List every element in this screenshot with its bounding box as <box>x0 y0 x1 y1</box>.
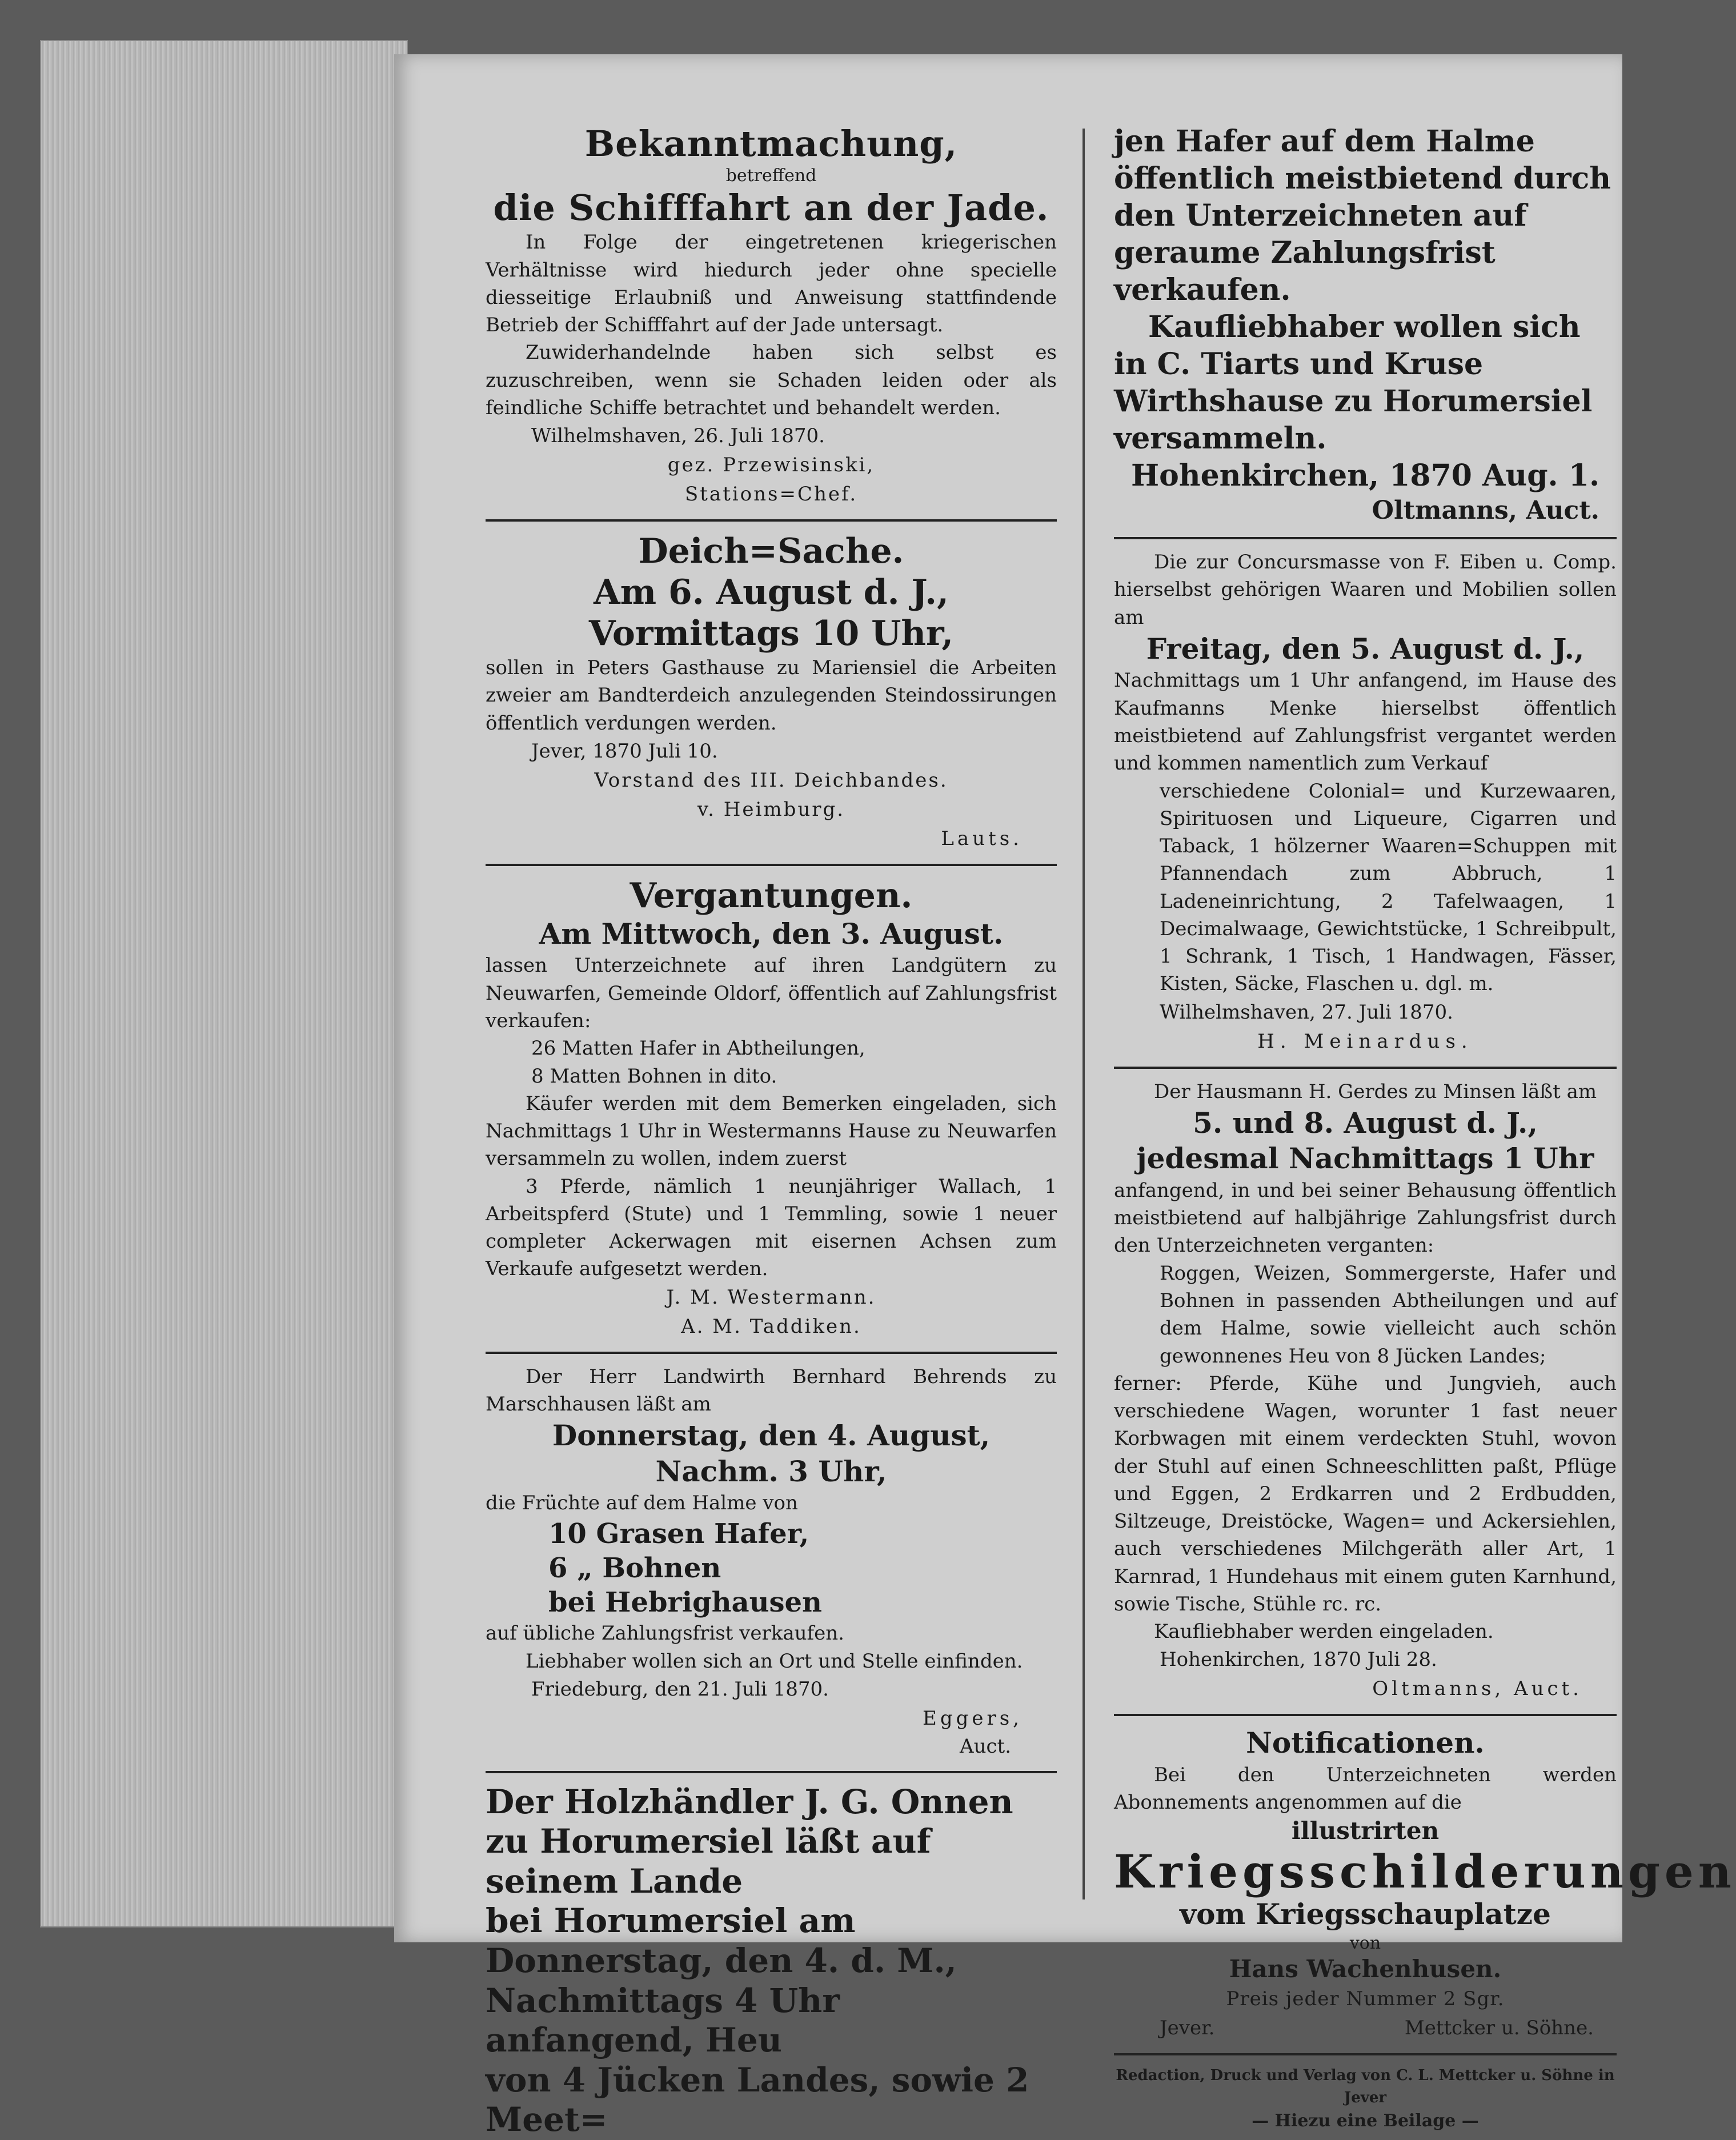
notice-date: Donnerstag, den 4. August, <box>552 1418 991 1453</box>
notice-place-date: Hohenkirchen, 1870 Aug. 1. <box>1130 458 1600 493</box>
notice-dike <box>486 531 1057 853</box>
notice-signature-title: Auct. <box>960 1734 1011 1758</box>
notice-footer-line <box>1114 2014 1617 2043</box>
notice-eiben <box>1114 548 1617 1056</box>
notice-location: bei Hebrighausen <box>548 1586 822 1619</box>
section-rule <box>1114 537 1617 539</box>
book-page-edges <box>40 40 408 1927</box>
publication-price: Preis jeder Nummer 2 Sgr. <box>1226 1987 1505 2010</box>
notice-line: bei Horumersiel am <box>486 1901 856 1941</box>
section-rule <box>1114 1714 1617 1716</box>
notice-time: Nachm. 3 Uhr, <box>655 1454 887 1488</box>
notice-paragraph: jen Hafer auf dem Halme öffentlich meistbietend durch den Unterzeichneten auf geraume Zahlungsfrist verkaufen. <box>1114 124 1611 307</box>
notice-signature: Eggers, <box>923 1706 1023 1730</box>
notice-item: 8 Matten Bohnen in dito. <box>531 1064 777 1088</box>
notice-paragraph: Zuwiderhandelnde haben sich selbst es zuzuschreiben, wenn sie Schaden leiden oder als feindliche Schiffe betrachtet und behandelt werden. <box>486 341 1057 419</box>
publication-subtitle: vom Kriegsschauplatze <box>1180 1897 1551 1931</box>
newspaper-page <box>394 54 1736 2139</box>
notice-signature: gez. Przewisinski, <box>667 454 875 477</box>
notice-line: zu Horumersiel läßt auf seinem Lande <box>486 1822 931 1901</box>
notice-date: Freitag, den 5. August d. J., <box>1146 631 1585 666</box>
imprint: Redaction, Druck und Verlag von C. L. Mettcker u. Söhne in Jever <box>1116 2066 1615 2106</box>
notice-title: Bekanntmachung, <box>584 123 958 165</box>
notice-date: Am 6. August d. J., <box>594 572 949 613</box>
notice-onnen-continued <box>1114 123 1617 527</box>
notice-paragraph: lassen Unterzeichnete auf ihren Landgütern zu Neuwarfen, Gemeinde Oldorf, öffentlich auf Zahlungsfrist verkaufen: <box>486 954 1057 1032</box>
notice-paragraph: Nachmittags um 1 Uhr anfangend, im Hause des Kaufmanns Menke hierselbst öffentlich meistbietend auf Zahlungsfrist vergantet werden und kommen namentlich zum Verkauf <box>1114 669 1617 775</box>
notice-date: 5. und 8. August d. J., <box>1193 1105 1538 1140</box>
publication-line: illustrirten <box>1291 1817 1440 1845</box>
notice-items: verschiedene Colonial= und Kurzewaaren, Spirituosen und Liqueure, Cigarren und Taback, 1 hölzerner Waaren=Schuppen mit Pfannendach zum Abbruch, 1 Ladeneinrichtung, 2 Tafelwaagen, 1 Decimalwaage, Gewichtstücke, 1 Schreibpult, 1 Schrank, 1 Tisch, 1 Handwagen, Fässer, Kisten, Säcke, Flaschen u. dgl. m. <box>1160 779 1617 996</box>
left-column <box>486 123 1057 2140</box>
notice-subtitle: betreffend <box>725 166 817 186</box>
notice-time: jedesmal Nachmittags 1 Uhr <box>1136 1141 1594 1176</box>
section-rule <box>1114 2053 1617 2055</box>
notice-shipping-jade <box>486 123 1057 509</box>
notice-line: Nachmittags 4 Uhr anfangend, Heu <box>486 1981 840 2060</box>
notice-subject: die Schifffahrt an der Jade. <box>493 187 1049 229</box>
notice-signature: Mettcker u. Söhne. <box>1404 2016 1594 2039</box>
notice-time: Vormittags 10 Uhr, <box>588 614 954 654</box>
notice-signature: Oltmanns, Auct. <box>1372 1677 1582 1701</box>
section-rule <box>486 1352 1057 1354</box>
notice-signature: H. Meinardus. <box>1257 1029 1473 1053</box>
notice-place-date: Jever, 1870 Juli 10. <box>531 739 718 763</box>
section-rule <box>1114 1067 1617 1069</box>
column-divider <box>1083 129 1085 1899</box>
notice-behrends <box>486 1363 1057 1761</box>
notice-place-date: Friedeburg, den 21. Juli 1870. <box>531 1677 829 1701</box>
notice-paragraph: auf übliche Zahlungsfrist verkaufen. <box>486 1622 844 1645</box>
notice-place: Jever. <box>1160 2016 1215 2039</box>
notice-signature-title: Stations=Chef. <box>684 483 858 506</box>
notice-organisation: Vorstand des III. Deichbandes. <box>594 768 948 792</box>
notice-item: 6 „ Bohnen <box>548 1552 721 1585</box>
notice-paragraph: Kaufliebhaber werden eingeladen. <box>1154 1620 1494 1644</box>
notice-paragraph: sollen in Peters Gasthause zu Mariensiel die Arbeiten zweier am Bandterdeich anzulegenden Steindossirungen öffentlich verdungen werden. <box>486 656 1057 735</box>
notice-paragraph: Die zur Concursmasse von F. Eiben u. Comp. hierselbst gehörigen Waaren und Mobilien sollen am <box>1114 551 1617 629</box>
notice-signature: Oltmanns, Auct. <box>1372 496 1599 525</box>
section-title: Vergantungen. <box>630 875 913 916</box>
notice-place-date: Wilhelmshaven, 27. Juli 1870. <box>1160 1000 1453 1024</box>
publication-title: Kriegsschilderungen <box>1114 1844 1736 1898</box>
notice-paragraph: In Folge der eingetretenen kriegerischen Verhältnisse wird hiedurch jeder ohne specielle diesseitige Erlaubniß und Anweisung stattfindende Betrieb der Schifffahrt auf der Jade untersagt. <box>486 231 1057 337</box>
notice-item: 26 Matten Hafer in Abtheilungen, <box>531 1037 865 1060</box>
supplement-note: — Hiezu eine Beilage — <box>1252 2110 1479 2131</box>
notice-paragraph: Bei den Unterzeichneten werden Abonnements angenommen auf die <box>1114 1763 1617 1814</box>
notice-signature: J. M. Westermann. <box>666 1285 876 1309</box>
notice-paragraph: die Früchte auf dem Halme von <box>486 1492 798 1515</box>
notice-item: 10 Grasen Hafer, <box>548 1518 809 1550</box>
notice-onnen <box>486 1782 1057 2140</box>
notice-date: Donnerstag, den 4. d. M., <box>486 1941 957 1980</box>
notice-place-date: Wilhelmshaven, 26. Juli 1870. <box>531 424 825 448</box>
right-column <box>1114 123 1736 2133</box>
section-rule <box>486 864 1057 866</box>
notice-paragraph: Kaufliebhaber wollen sich in C. Tiarts und Kruse Wirthshause zu Horumersiel versammeln. <box>1114 310 1593 456</box>
notice-paragraph: Liebhaber wollen sich an Ort und Stelle einfinden. <box>526 1649 1023 1673</box>
publication-by: von <box>1349 1933 1381 1954</box>
notice-auctions <box>486 875 1057 1341</box>
notice-paragraph: Käufer werden mit dem Bemerken eingeladen, sich Nachmittags 1 Uhr in Westermanns Hause zu Neuwarfen versammeln zu wollen, indem zuerst <box>486 1092 1057 1171</box>
notice-title: Deich=Sache. <box>638 531 904 572</box>
notice-paragraph: Der Hausmann H. Gerdes zu Minsen läßt am <box>1154 1080 1597 1103</box>
notice-signature: A. M. Taddiken. <box>681 1315 861 1338</box>
notice-date: Am Mittwoch, den 3. August. <box>539 916 1004 951</box>
notice-place-date: Hohenkirchen, 1870 Juli 28. <box>1160 1648 1437 1672</box>
notice-paragraph: anfangend, in und bei seiner Behausung öffentlich meistbietend auf halbjährige Zahlungsfrist durch den Unterzeichneten verganten: <box>1114 1179 1617 1257</box>
notice-paragraph: ferner: Pferde, Kühe und Jungvieh, auch verschiedene Wagen, worunter 1 fast neuer Korbwagen mit einem verdeckten Stuhl, wovon der Stuhl auf einen Schneeschlitten paßt, Pflüge und Eggen, 2 Erdkarren und 2 Erdbudden, Siltzeuge, Dreistöcke, Wagen= und Ackersiehlen, auch verschiedenes Milchgeräth aller Art, 1 Karnrad, 1 Hundehaus mit einem guten Karnhund, sowie Tische, Stühle rc. rc. <box>1114 1372 1617 1616</box>
notice-gerdes <box>1114 1078 1617 1704</box>
notice-line: von 4 Jücken Landes, sowie 2 Meet= <box>486 2060 1029 2139</box>
section-rule <box>486 519 1057 522</box>
notice-signature: Lauts. <box>941 827 1023 850</box>
section-title: Notificationen. <box>1246 1726 1485 1760</box>
section-rule <box>486 1771 1057 1773</box>
notice-signature: v. Heimburg. <box>697 798 845 821</box>
notice-items: Roggen, Weizen, Sommergerste, Hafer und Bohnen in passenden Abtheilungen und auf dem Halme, sowie vielleicht auch schön gewonnenes Heu von 8 Jücken Landes; <box>1160 1261 1617 1368</box>
notice-line: Der Holzhändler J. G. Onnen <box>486 1782 1013 1821</box>
publication-author: Hans Wachenhusen. <box>1229 1955 1502 1983</box>
notice-paragraph: Der Herr Landwirth Bernhard Behrends zu Marschhausen läßt am <box>486 1365 1057 1416</box>
notice-paragraph: 3 Pferde, nämlich 1 neunjähriger Wallach, 1 Arbeitspferd (Stute) und 1 Temmling, sowie 1 neuer completer Ackerwagen mit eisernen Achsen zum Verkaufe aufgesetzt werden. <box>486 1175 1057 1281</box>
notice-notifications <box>1114 1725 1736 2043</box>
